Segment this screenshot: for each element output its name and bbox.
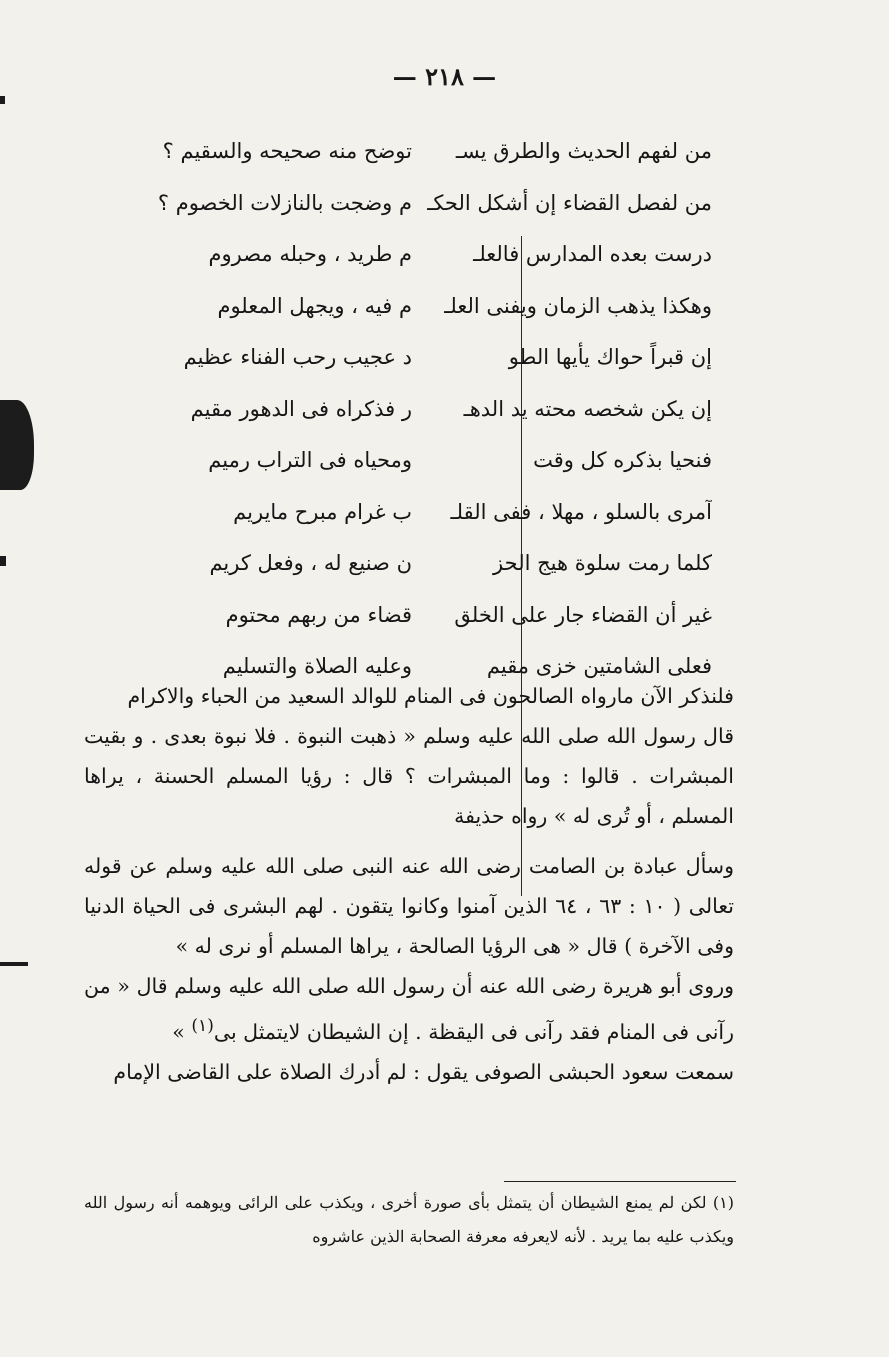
poem-verse	[112, 229, 712, 281]
verse-first-hemistich: إن يكن شخصه محته يد الدهـ	[463, 396, 712, 421]
verse-second-hemistich: ومحياه فى التراب رميم	[208, 448, 412, 472]
scan-mark	[0, 556, 6, 566]
hadith-text-end: »	[172, 1019, 192, 1044]
verse-first-hemistich: فنحيا بذكره كل وقت	[533, 448, 712, 472]
verse-first-hemistich: آمرى بالسلو ، مهلا ، ففى القلـ	[450, 499, 712, 524]
scan-mark	[0, 96, 5, 104]
scan-mark	[0, 962, 28, 966]
poem-verse	[112, 178, 712, 230]
verse-second-hemistich: ب غرام مبرح مايريم	[233, 499, 412, 524]
prose-paragraph	[84, 966, 734, 1052]
verse-second-hemistich: م وضجت بالنازلات الخصوم ؟	[157, 190, 412, 215]
poem-verse	[112, 435, 712, 487]
verse-second-hemistich: توضح منه صحيحه والسقيم ؟	[162, 139, 412, 163]
hadith-text: وروى أبو هريرة رضى الله عنه أن رسول الله صلى الله عليه وسلم قال « من رآنى فى المنام فقد رآنى فى اليقظة . إن الشيطان لايتمثل بى	[84, 974, 734, 1044]
verse-first-hemistich: كلما رمت سلوة هيج الحز	[493, 551, 712, 575]
verse-first-hemistich: فعلى الشامتين خزى مقيم	[486, 654, 712, 678]
prose-paragraph: سمعت سعود الحبشى الصوفى يقول : لم أدرك الصلاة على القاضى الإمام	[113, 1059, 734, 1084]
footnote: (١) لكن لم يمنع الشيطان أن يتمثل بأى صورة أخرى ، ويكذب على الرائى ويوهمه أنه رسول الله ويكذب عليه بما يريد . لأنه لايعرفه معرفة الصحابة الذين عاشروه	[84, 1193, 734, 1246]
verse-first-hemistich: وهكذا يذهب الزمان ويفنى العلـ	[444, 293, 712, 318]
prose-paragraph: وسأل عبادة بن الصامت رضى الله عنه النبى صلى الله عليه وسلم عن قوله تعالى ( ١٠ : ٦٣ ، ٦٤ الذين آمنوا وكانوا يتقون . لهم البشرى فى الحياة الدنيا وفى الآخرة ) قال « هى الرؤيا الصالحة ، يراها المسلم أو نرى له »	[84, 854, 734, 958]
prose-paragraph: فلنذكر الآن مارواه الصالحون فى المنام للوالد السعيد من الحباء والاكرام	[127, 684, 734, 708]
scan-ink-blot	[0, 400, 34, 490]
prose-body	[84, 676, 734, 1092]
poem	[112, 126, 712, 693]
poem-verse	[112, 590, 712, 642]
verse-first-hemistich: من لفصل القضاء إن أشكل الحكـ	[427, 190, 712, 215]
verse-first-hemistich: إن قبراً حواك يأيها الطو	[508, 345, 712, 369]
verse-second-hemistich: م طريد ، وحبله مصروم	[208, 242, 412, 266]
verse-second-hemistich: قضاء من ربهم محتوم	[225, 602, 412, 627]
verse-second-hemistich: ن صنيع له ، وفعل كريم	[209, 551, 412, 575]
page-number: — ٢١٨ —	[392, 62, 497, 91]
footnote-marker: (١)	[191, 1016, 214, 1036]
verse-second-hemistich: د عجيب رحب الفناء عظيم	[183, 345, 412, 369]
verse-second-hemistich: ر فذكراه فى الدهور مقيم	[190, 396, 412, 421]
verse-first-hemistich: غير أن القضاء جار على الخلق	[454, 602, 712, 627]
prose-paragraph: قال رسول الله صلى الله عليه وسلم « ذهبت النبوة . فلا نبوة بعدى . و بقيت المبشرات . قالوا : وما المبشرات ؟ قال : رؤيا المسلم الحسنة ، يراها المسلم ، أو تُرى له » رواه حذيفة	[84, 724, 734, 828]
verse-first-hemistich: درست بعده المدارس فالعلـ	[473, 242, 712, 266]
poem-verse	[112, 384, 712, 436]
poem-verse	[112, 332, 712, 384]
verse-second-hemistich: وعليه الصلاة والتسليم	[222, 654, 412, 678]
poem-verse	[112, 281, 712, 333]
poem-verse	[112, 126, 712, 178]
poem-verse	[112, 487, 712, 539]
poem-verse	[112, 538, 712, 590]
verse-second-hemistich: م فيه ، ويجهل المعلوم	[217, 293, 412, 318]
verse-first-hemistich: من لفهم الحديث والطرق يسـ	[455, 139, 712, 163]
footnote-divider	[504, 1181, 736, 1182]
